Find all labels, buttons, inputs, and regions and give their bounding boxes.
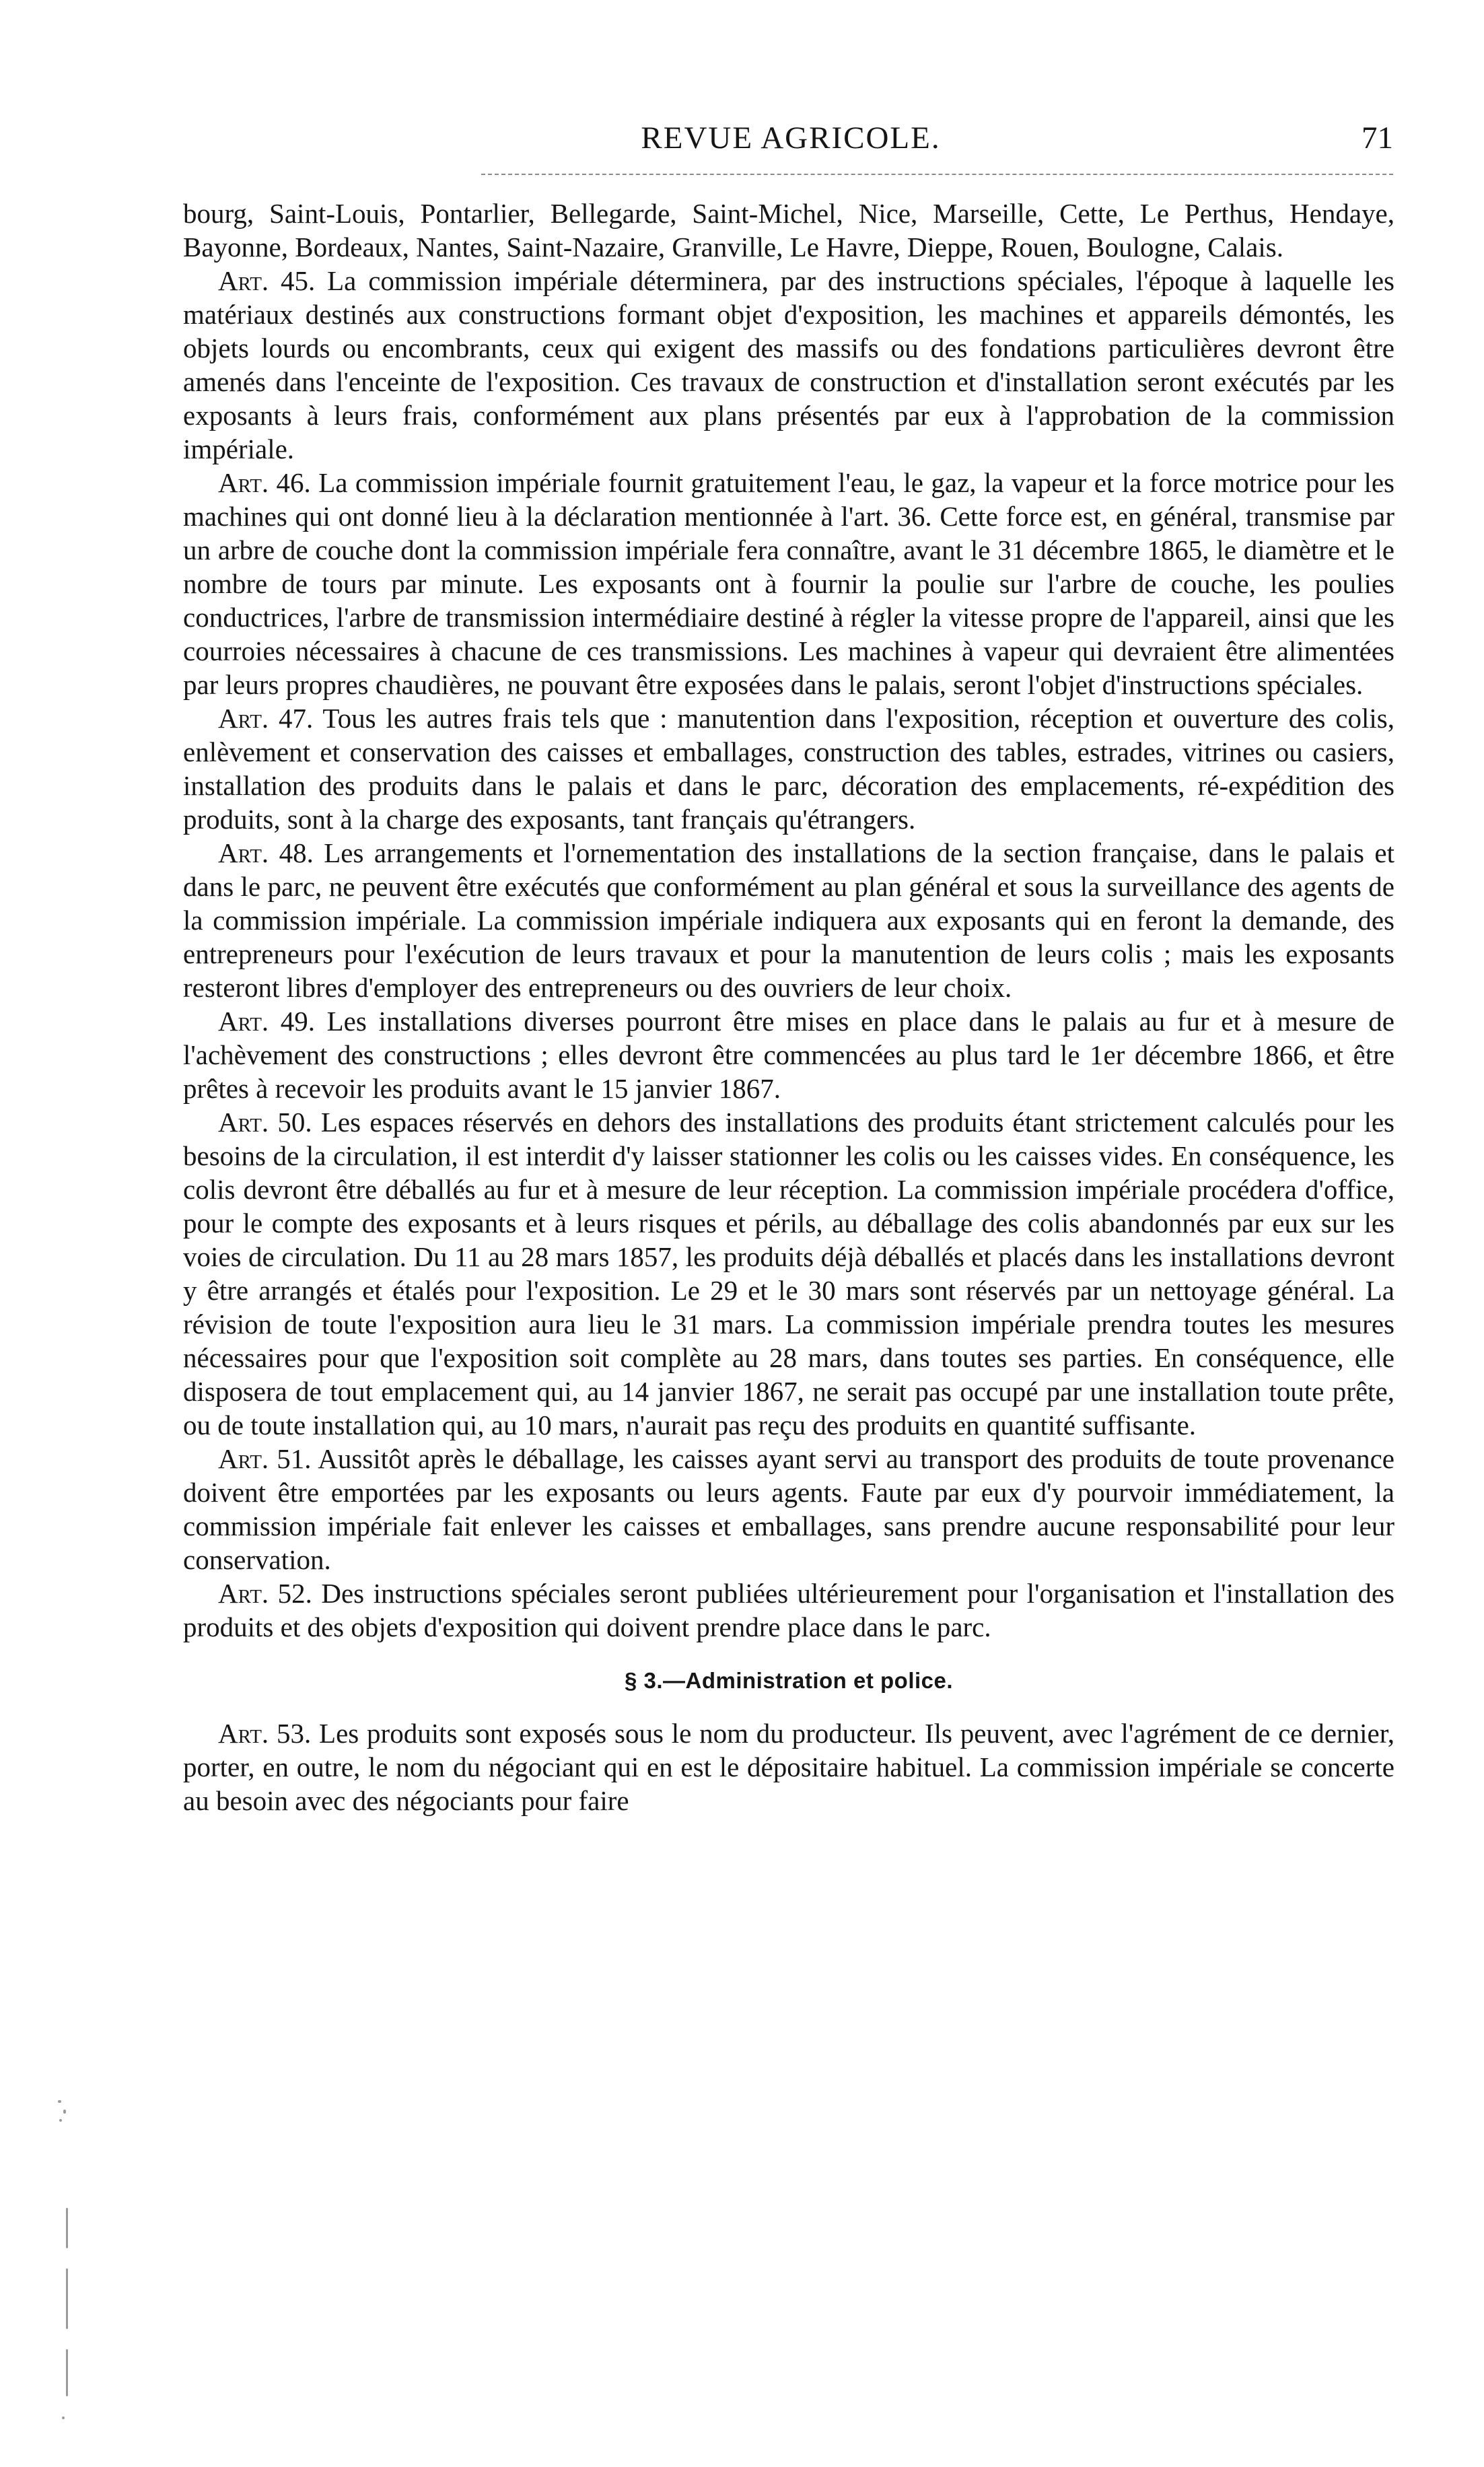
article-label: Art. 46. bbox=[218, 467, 311, 498]
article-50 bbox=[183, 1105, 1394, 1442]
article-text: Des instructions spéciales seront publiées ultérieurement pour l'organisation et l'installation des produits et des objets d'exposition qui doivent prendre place dans le parc. bbox=[183, 1578, 1395, 1642]
section-heading: § 3.—Administration et police. bbox=[624, 1668, 954, 1693]
article-text: Aussitôt après le déballage, les caisses ayant servi au transport des produits de toute provenance doivent être emportées par les exposants ou leurs agents. Faute par eux d'y pourvoir immédiatement, la commission impériale fait enlever les caisses et emballages, sans prendre aucune responsabilité pour leur conservation. bbox=[183, 1443, 1394, 1575]
article-label: Art. 51. bbox=[218, 1443, 312, 1474]
journal-title: REVUE AGRICOLE. bbox=[641, 120, 941, 155]
article-46 bbox=[183, 466, 1394, 701]
article-48 bbox=[183, 836, 1394, 1004]
article-label: Art. 47. bbox=[218, 703, 314, 734]
article-text: La commission impériale déterminera, par des instructions spéciales, l'époque à laquelle les matériaux destinés aux constructions formant objet d'exposition, les machines et appareils démontés, les objets lourds ou encombrants, ceux qui exigent des massifs ou des fondations particulières devront être amenés dans l'enceinte de l'exposition. Ces travaux de construction et d'installation seront exécutés par les exposants à leurs frais, conformément aux plans présentés par eux à l'approbation de la commission impériale. bbox=[183, 265, 1394, 464]
article-label: Art. 52. bbox=[218, 1578, 312, 1609]
article-51 bbox=[183, 1442, 1394, 1576]
article-label: Art. 53. bbox=[218, 1718, 312, 1749]
article-text: Les installations diverses pourront être mises en place dans le palais au fur et à mesure de l'achèvement des constructions ; elles devront être commencées au plus tard le 1er décembre 1866, et être prêtes à recevoir les produits avant le 15 janvier 1867. bbox=[183, 1006, 1394, 1104]
article-45 bbox=[183, 264, 1394, 466]
article-label: Art. 49. bbox=[218, 1006, 316, 1037]
article-49 bbox=[183, 1004, 1394, 1105]
article-53 bbox=[183, 1716, 1394, 1817]
body-text bbox=[183, 197, 1394, 1817]
article-47 bbox=[183, 701, 1394, 836]
article-52 bbox=[183, 1576, 1394, 1644]
article-label: Art. 50. bbox=[218, 1107, 312, 1138]
article-text: Les arrangements et l'ornementation des installations de la section française, dans le palais et dans le parc, ne peuvent être exécutés que conformément au plan général et sous la surveillance des agents de la commission impériale. La commission impériale indiquera aux exposants qui en feront la demande, des entrepreneurs pour l'exécution de leurs travaux et pour la manutention de leurs colis ; mais les exposants resteront libres d'employer des entrepreneurs ou des ouvriers de leur choix. bbox=[183, 837, 1394, 1003]
article-label: Art. 48. bbox=[218, 837, 314, 868]
article-text: Tous les autres frais tels que : manutention dans l'exposition, réception et ouverture des colis, enlèvement et conservation des caisses et emballages, construction des tables, estrades, vitrines ou casiers, installation des produits dans le palais et dans le parc, décoration des emplacements, ré-expédition des produits, sont à la charge des exposants, tant français qu'étrangers. bbox=[183, 703, 1394, 835]
page-number: 71 bbox=[1362, 120, 1393, 155]
paragraph-text: bourg, Saint-Louis, Pontarlier, Bellegarde, Saint-Michel, Nice, Marseille, Cette, Le Perthus, Hendaye, Bayonne, Bordeaux, Nantes, Saint-Nazaire, Granville, Le Havre, Dieppe, Rouen, Boulogne, Calais. bbox=[183, 198, 1394, 263]
header-rule bbox=[481, 174, 1393, 175]
article-label: Art. 45. bbox=[218, 265, 316, 296]
article-text: Les produits sont exposés sous le nom du producteur. Ils peuvent, avec l'agrément de ce dernier, porter, en outre, le nom du négociant qui en est le dépositaire habituel. La commission impériale se concerte au besoin avec des négociants pour faire bbox=[183, 1718, 1395, 1816]
paragraph-continued bbox=[183, 197, 1394, 264]
running-header bbox=[188, 120, 1393, 167]
article-text: La commission impériale fournit gratuitement l'eau, le gaz, la vapeur et la force motrice pour les machines qui ont donné lieu à la déclaration mentionnée à l'art. 36. Cette force est, en général, transmise par un arbre de couche dont la commission impériale fera connaître, avant le 31 décembre 1865, le diamètre et le nombre de tours par minute. Les exposants ont à fournir la poulie sur l'arbre de couche, les poulies conductrices, l'arbre de transmission intermédiaire destiné à régler la vitesse propre de l'appareil, ainsi que les courroies nécessaires à chacune de ces transmissions. Les machines à vapeur qui devraient être alimentées par leurs propres chaudières, ne pouvant être exposées dans le palais, seront l'objet d'instructions spéciales. bbox=[183, 467, 1394, 700]
article-text: Les espaces réservés en dehors des installations des produits étant strictement calculés pour les besoins de la circulation, il est interdit d'y laisser stationner les colis ou les caisses vides. En conséquence, les colis devront être déballés au fur et à mesure de leur réception. La commission impériale procédera d'office, pour le compte des exposants et à leurs risques et périls, au déballage des colis abandonnés par eux sur les voies de circulation. Du 11 au 28 mars 1857, les produits déjà déballés et placés dans les installations devront y être arrangés et étalés pour l'exposition. Le 29 et le 30 mars sont réservés par un nettoyage général. La révision de toute l'exposition aura lieu le 31 mars. La commission impériale prendra toutes les mesures nécessaires pour que l'exposition soit complète au 28 mars, dans toutes ses parties. En conséquence, elle disposera de tout emplacement qui, au 14 janvier 1867, ne serait pas occupé par une installation toute prête, ou de toute installation qui, au 10 mars, n'aurait pas reçu des produits en quantité suffisante. bbox=[183, 1107, 1394, 1440]
margin-scan-marks bbox=[46, 2100, 73, 2437]
